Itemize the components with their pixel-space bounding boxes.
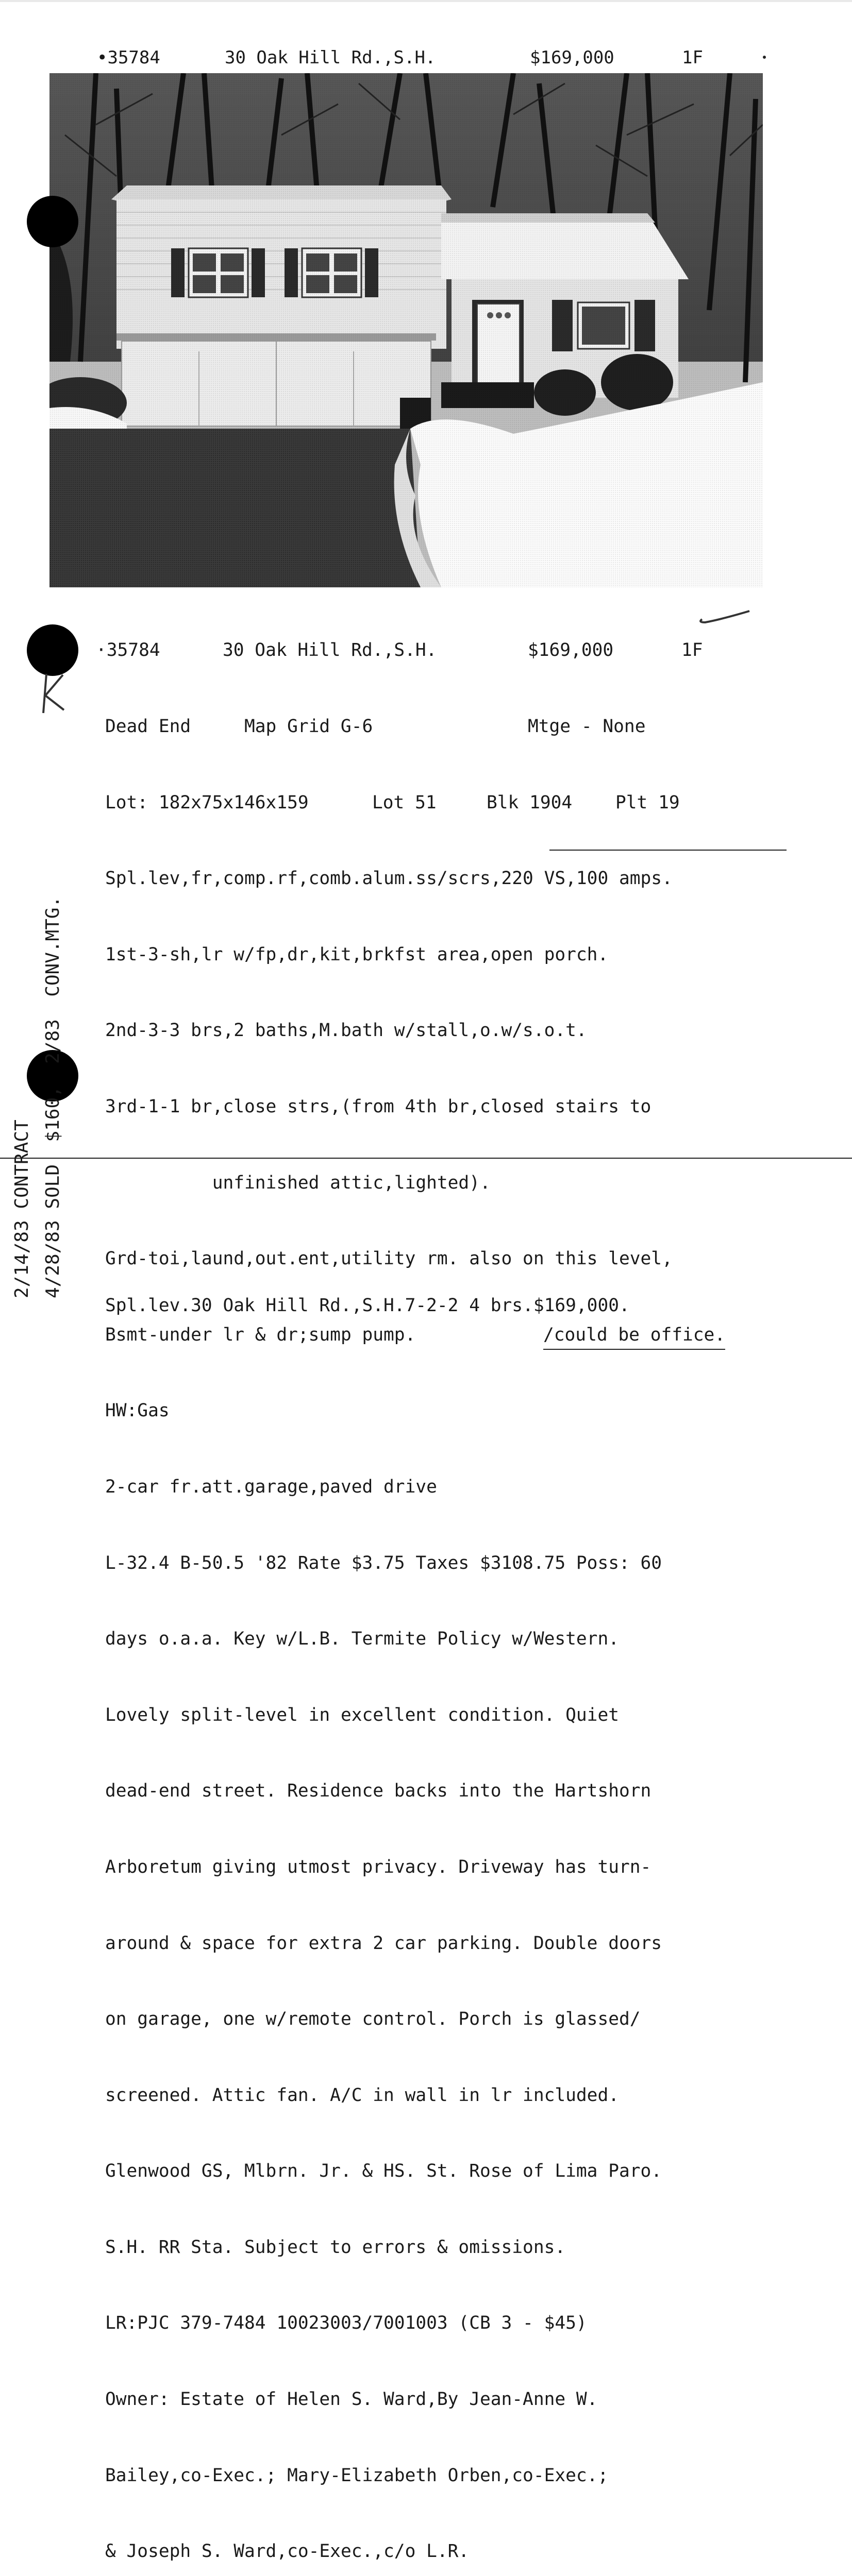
k-mark-icon xyxy=(32,670,68,716)
block-number: Blk 1904 xyxy=(487,792,573,813)
remarks-line: Glenwood GS, Mlbrn. Jr. & HS. St. Rose of Lima Paro. xyxy=(105,2161,662,2182)
listing-price: $169,000 xyxy=(528,640,614,661)
lot-number: Lot 51 xyxy=(372,792,437,813)
check-mark-icon xyxy=(696,609,753,630)
header-family: 1F xyxy=(682,47,703,68)
listing-address: 30 Oak Hill Rd.,S.H. xyxy=(223,640,437,661)
listing-row-dead-end xyxy=(105,714,796,739)
listing-no: ·35784 xyxy=(96,640,160,661)
remarks-line: dead-end street. Residence backs into the Hartshorn xyxy=(105,1781,651,1802)
sold-note: 4/28/83 SOLD $160, 2/83 CONV.MTG. xyxy=(42,896,63,1298)
third-floor-line: 3rd-1-1 br,close strs,(from 4th br,closed stairs to xyxy=(105,1096,651,1117)
remarks-line: Lovely split-level in excellent condition. Quiet xyxy=(105,1704,619,1725)
remarks-line: screened. Attic fan. A/C in wall in lr included. xyxy=(105,2084,619,2106)
first-floor-line: 1st-3-sh,lr w/fp,dr,kit,brkfst area,open porch. xyxy=(105,944,609,965)
listing-family: 1F xyxy=(681,640,703,661)
could-be-office-note: /could be office. xyxy=(543,1323,725,1350)
house-photo-image xyxy=(49,73,763,587)
dot-mark xyxy=(763,56,766,59)
header-price: $169,000 xyxy=(530,47,614,68)
house-photo xyxy=(49,73,763,587)
dead-end: Dead End xyxy=(105,716,191,737)
possession-line: days o.a.a. Key w/L.B. Termite Policy w/Western. xyxy=(105,1629,619,1650)
listing-details xyxy=(96,587,796,2576)
listing-row-lot xyxy=(105,790,796,816)
remarks-line: S.H. RR Sta. Subject to errors & omissions. xyxy=(105,2236,566,2258)
second-floor-line: 2nd-3-3 brs,2 baths,M.bath w/stall,o.w/s.o.t. xyxy=(105,1020,587,1041)
divider-rule xyxy=(0,1158,852,1159)
header-address: 30 Oak Hill Rd.,S.H. xyxy=(225,47,436,68)
remarks-line: on garage, one w/remote control. Porch is glassed/ xyxy=(105,2009,641,2030)
remarks-line: around & space for extra 2 car parking. Double doors xyxy=(105,1933,662,1954)
listing-realtor-line: LR:PJC 379-7484 10023003/7001003 (CB 3 - $45) xyxy=(105,2313,587,2334)
owner-line: & Joseph S. Ward,co-Exec.,c/o L.R. xyxy=(105,2541,470,2562)
ground-floor-line: Grd-toi,laund,out.ent,utility rm. also on this level, xyxy=(105,1248,673,1269)
lot-size: Lot: 182x75x146x159 xyxy=(105,792,309,813)
header-line xyxy=(97,47,767,73)
heating-line: HW:Gas xyxy=(105,1400,170,1421)
footer-summary: Spl.lev.30 Oak Hill Rd.,S.H.7-2-2 4 brs.$169,000. xyxy=(105,1295,630,1316)
listing-title-row xyxy=(96,638,796,663)
mortgage: Mtge - None xyxy=(528,716,646,737)
contract-note: 2/14/83 CONTRACT xyxy=(11,1120,32,1298)
divider-rule-2 xyxy=(549,850,787,851)
basement-line: Bsmt-under lr & dr;sump pump. xyxy=(105,1324,416,1345)
garage-line: 2-car fr.att.garage,paved drive xyxy=(105,1476,437,1497)
plat-number: Plt 19 xyxy=(615,792,680,813)
construction-line: Spl.lev,fr,comp.rf,comb.alum.ss/scrs,220 VS,100 amps. xyxy=(105,868,673,889)
header-listing-no: •35784 xyxy=(97,47,160,68)
owner-line: Owner: Estate of Helen S. Ward,By Jean-Anne W. xyxy=(105,2389,598,2410)
scan-edge xyxy=(0,0,852,2)
binder-hole-top xyxy=(27,196,78,247)
binder-hole-middle xyxy=(27,624,78,676)
owner-line: Bailey,co-Exec.; Mary-Elizabeth Orben,co-Exec.; xyxy=(105,2465,609,2486)
remarks-line: Arboretum giving utmost privacy. Driveway has turn- xyxy=(105,1856,651,1877)
third-floor-continued: unfinished attic,lighted). xyxy=(105,1172,491,1193)
tax-rate-line: L-32.4 B-50.5 '82 Rate $3.75 Taxes $3108.75 Poss: 60 xyxy=(105,1552,662,1573)
map-grid: Map Grid G-6 xyxy=(244,716,373,737)
